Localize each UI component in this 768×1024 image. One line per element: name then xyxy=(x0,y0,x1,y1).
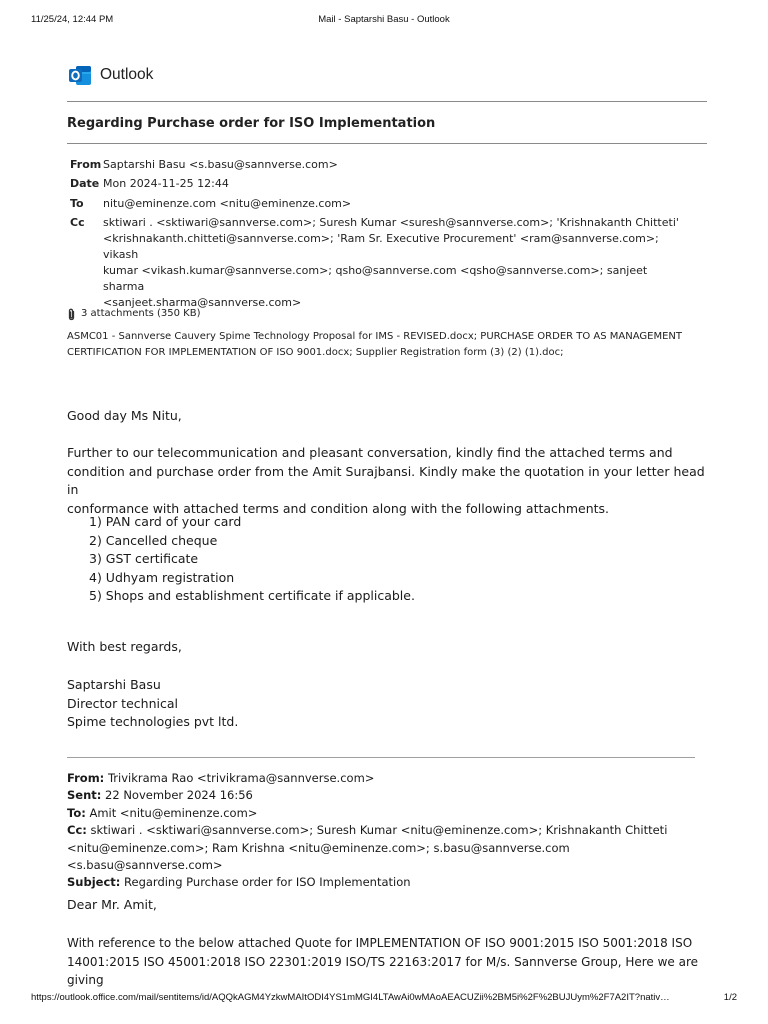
cc-line: <sanjeet.sharma@sannverse.com> xyxy=(103,296,302,309)
date-row xyxy=(70,176,682,196)
email-header-fields xyxy=(70,157,682,311)
fwd-cc-row xyxy=(67,822,707,839)
forward-divider xyxy=(67,757,695,758)
list-item: 5) Shops and establishment certificate if applicable. xyxy=(89,588,415,604)
from-label: From xyxy=(70,158,102,171)
requirements-list xyxy=(89,513,689,606)
to-label: To xyxy=(70,197,84,210)
fwd-to-value[interactable]: Amit <nitu@eminenze.com> xyxy=(89,805,258,820)
fwd-subject-row xyxy=(67,874,707,891)
attachments-section xyxy=(67,306,697,361)
attachments-summary: 3 attachments (350 KB) xyxy=(81,308,201,319)
fwd-paragraph xyxy=(67,934,727,990)
cc-label: Cc xyxy=(70,216,85,229)
list-item: 3) GST certificate xyxy=(89,551,199,567)
to-row xyxy=(70,196,682,215)
fwd-to-label: To: xyxy=(67,805,86,820)
app-name: Outlook xyxy=(100,66,154,83)
cc-value[interactable] xyxy=(103,215,682,311)
cc-line: sktiwari . <sktiwari@sannverse.com>; Suresh Kumar <suresh@sannverse.com>; 'Krishnakanth Chitteti' xyxy=(103,216,679,229)
date-label: Date xyxy=(70,177,100,190)
body-paragraph-line: conformance with attached terms and condition along with the following attachments. xyxy=(67,500,609,516)
outlook-brand xyxy=(68,62,153,88)
list-item: 1) PAN card of your card xyxy=(89,514,242,529)
outlook-logo-icon xyxy=(68,63,93,88)
from-value[interactable]: Saptarshi Basu <s.basu@sannverse.com> xyxy=(103,158,338,171)
print-page-title: Mail - Saptarshi Basu - Outlook xyxy=(318,14,450,25)
body-paragraph-line: Further to our telecommunication and pleasant conversation, kindly find the attached terms and xyxy=(67,445,673,460)
attachments-summary-row[interactable] xyxy=(67,306,697,322)
print-url[interactable]: https://outlook.office.com/mail/sentitems/id/AQQkAGM4YzkwMAItODI4YS1mMGI4LTAwAi0wMAoAEACUZii%2BM5i%2F%2BUJUym%2F7A2IT?nativ… xyxy=(31,992,670,1003)
attachment-names-line[interactable]: ASMC01 - Sannverse Cauvery Spime Technology Proposal for IMS - REVISED.docx; PURCHASE ORDER TO AS MANAGEMENT xyxy=(67,331,682,342)
fwd-subject-value: Regarding Purchase order for ISO Implementation xyxy=(124,875,411,890)
fwd-cc-label: Cc: xyxy=(67,823,87,838)
print-header xyxy=(0,14,768,34)
body-paragraph xyxy=(67,444,717,518)
print-datetime: 11/25/24, 12:44 PM xyxy=(31,14,114,25)
body-closing: With best regards, xyxy=(67,639,182,654)
list-item: 2) Cancelled cheque xyxy=(89,532,218,548)
fwd-sent-label: Sent: xyxy=(67,788,102,803)
fwd-cc-row-cont xyxy=(67,840,707,875)
cc-row xyxy=(70,215,682,311)
body-greeting: Good day Ms Nitu, xyxy=(67,408,182,423)
signature-company: Spime technologies pvt ltd. xyxy=(67,714,239,729)
cc-line: kumar <vikash.kumar@sannverse.com>; qsho@sannverse.com <qsho@sannverse.com>; sanjeet sharma xyxy=(103,264,648,293)
subject-divider xyxy=(67,143,707,144)
signature-name: Saptarshi Basu xyxy=(67,677,161,692)
date-value: Mon 2024-11-25 12:44 xyxy=(103,177,229,190)
attachment-names-line[interactable]: CERTIFICATION FOR IMPLEMENTATION OF ISO 9001.docx; Supplier Registration form (3) (2) (1).doc; xyxy=(67,347,564,358)
forwarded-header xyxy=(67,770,707,892)
fwd-subject-label: Subject: xyxy=(67,875,121,890)
fwd-sent-value: 22 November 2024 16:56 xyxy=(105,788,253,803)
attachment-names xyxy=(67,329,697,361)
email-subject: Regarding Purchase order for ISO Implementation xyxy=(67,116,436,131)
signature-title: Director technical xyxy=(67,695,178,711)
to-value[interactable]: nitu@eminenze.com <nitu@eminenze.com> xyxy=(103,197,352,210)
fwd-from-row xyxy=(67,770,707,787)
fwd-from-label: From: xyxy=(67,771,105,785)
print-footer xyxy=(0,992,768,1012)
fwd-to-row xyxy=(67,805,707,822)
body-paragraph-line: condition and purchase order from the Amit Surajbansi. Kindly make the quotation in your letter head in xyxy=(67,463,705,497)
fwd-from-value[interactable]: Trivikrama Rao <trivikrama@sannverse.com> xyxy=(107,771,375,785)
fwd-sent-row xyxy=(67,787,707,804)
header-divider xyxy=(67,101,707,102)
fwd-paragraph-line: With reference to the below attached Quote for IMPLEMENTATION OF ISO 9001:2015 ISO 5001:2018 ISO xyxy=(67,936,693,950)
paperclip-icon xyxy=(67,308,76,321)
fwd-paragraph-line: 14001:2015 ISO 45001:2018 ISO 22301:2019 ISO/TS 22163:2017 for M/s. Sannverse Group, Here we are giving xyxy=(67,954,699,987)
cc-line: <krishnakanth.chitteti@sannverse.com>; 'Ram Sr. Executive Procurement' <ram@sannverse.com>; vikash xyxy=(103,232,659,261)
from-row xyxy=(70,157,682,176)
print-page-number: 1/2 xyxy=(723,992,737,1003)
list-item: 4) Udhyam registration xyxy=(89,569,235,585)
signature-block xyxy=(67,676,717,732)
fwd-greeting: Dear Mr. Amit, xyxy=(67,897,157,912)
fwd-cc-value[interactable]: sktiwari . <sktiwari@sannverse.com>; Suresh Kumar <nitu@eminenze.com>; Krishnakanth Chitteti xyxy=(90,823,668,838)
fwd-cc-value-cont[interactable]: <nitu@eminenze.com>; Ram Krishna <nitu@eminenze.com>; s.basu@sannverse.com <s.basu@sannverse.com> xyxy=(67,840,570,873)
